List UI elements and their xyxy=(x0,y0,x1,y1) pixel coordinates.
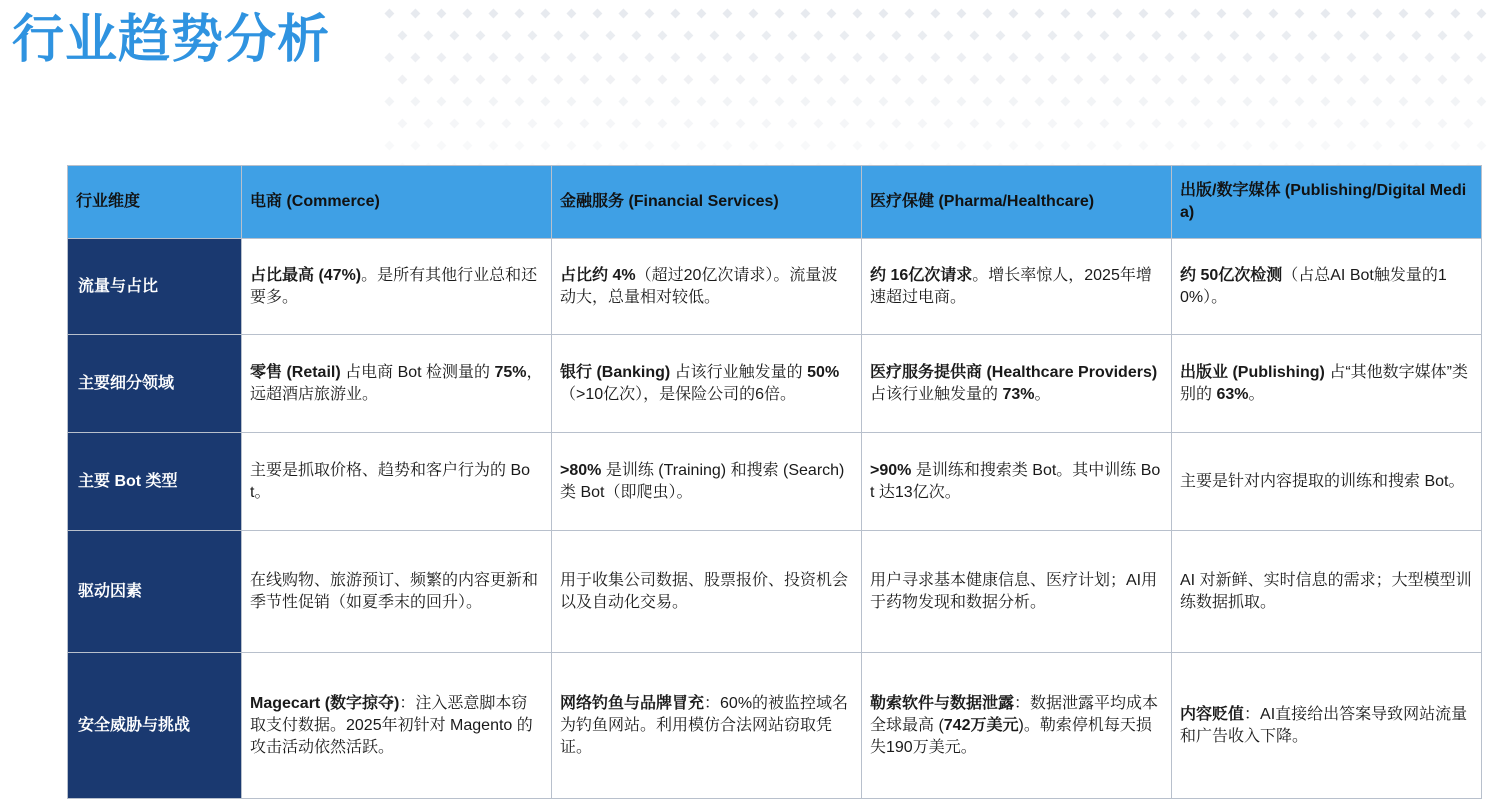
cell-text: 是训练和搜索类 Bot。其中训练 Bot 达13亿次。 xyxy=(870,461,1161,501)
cell-highlight: 内容贬值 xyxy=(1180,705,1245,723)
cell-financial-services xyxy=(552,653,862,799)
cell-highlight: 勒索软件与数据泄露 xyxy=(870,694,1015,712)
cell-publishing xyxy=(1172,335,1482,433)
cell-highlight: 63% xyxy=(1216,385,1249,403)
table-header-row xyxy=(68,166,1482,239)
cell-highlight: 银行 (Banking) xyxy=(560,363,671,381)
cell-text: 。 xyxy=(1034,385,1051,403)
cell-highlight: 占比最高 (47%) xyxy=(250,266,362,284)
column-header-dimension: 行业维度 xyxy=(68,166,242,239)
cell-highlight: 742万美元 xyxy=(943,716,1019,734)
row-label: 驱动因素 xyxy=(68,531,242,653)
cell-text: 在线购物、旅游预订、频繁的内容更新和季节性促销（如夏季末的回升）。 xyxy=(250,571,539,611)
cell-text: 。是所有其他行业总和还要多。 xyxy=(250,266,538,306)
cell-commerce xyxy=(242,653,552,799)
cell-healthcare xyxy=(862,335,1172,433)
cell-commerce xyxy=(242,433,552,531)
cell-commerce xyxy=(242,531,552,653)
column-header-commerce: 电商 (Commerce) xyxy=(242,166,552,239)
cell-text: ：60%的被监控域名为钓鱼网站。利用模仿合法网站窃取凭证。 xyxy=(560,694,849,756)
column-header-financial-services: 金融服务 (Financial Services) xyxy=(552,166,862,239)
cell-healthcare xyxy=(862,433,1172,531)
cell-highlight: 75% xyxy=(494,363,527,381)
cell-text: 是训练 (Training) 和搜索 (Search) 类 Bot（即爬虫）。 xyxy=(560,461,845,501)
cell-highlight: 50% xyxy=(807,363,840,381)
cell-highlight: 医疗服务提供商 (Healthcare Providers) xyxy=(870,363,1158,381)
cell-text: 用户寻求基本健康信息、医疗计划；AI用于药物发现和数据分析。 xyxy=(870,571,1158,611)
cell-healthcare xyxy=(862,653,1172,799)
cell-healthcare xyxy=(862,239,1172,335)
cell-publishing xyxy=(1172,653,1482,799)
cell-text: 主要是针对内容提取的训练和搜索 Bot。 xyxy=(1180,472,1465,490)
cell-highlight: 网络钓鱼与品牌冒充 xyxy=(560,694,705,712)
table-row xyxy=(68,531,1482,653)
cell-text: AI 对新鲜、实时信息的需求；大型模型训练数据抓取。 xyxy=(1180,571,1472,611)
cell-highlight: 73% xyxy=(1002,385,1035,403)
cell-text: 占该行业触发量的 xyxy=(670,363,808,381)
cell-text: （>10亿次），是保险公司的6倍。 xyxy=(560,385,797,403)
cell-publishing xyxy=(1172,239,1482,335)
cell-text: 主要是抓取价格、趋势和客户行为的 Bot。 xyxy=(250,461,531,501)
cell-publishing xyxy=(1172,531,1482,653)
table-row xyxy=(68,239,1482,335)
industry-trend-table xyxy=(67,165,1482,799)
cell-financial-services xyxy=(552,239,862,335)
cell-text: （超过20亿次请求）。流量波动大，总量相对较低。 xyxy=(560,266,838,306)
cell-commerce xyxy=(242,335,552,433)
table-row xyxy=(68,653,1482,799)
page-title: 行业趋势分析 xyxy=(12,10,331,70)
row-label: 安全威胁与挑战 xyxy=(68,653,242,799)
cell-highlight: 出版业 (Publishing) xyxy=(1180,363,1325,381)
cell-text: ：AI直接给出答案导致网站流量和广告收入下降。 xyxy=(1180,705,1468,745)
cell-text: 。增长率惊人，2025年增速超过电商。 xyxy=(870,266,1152,306)
cell-text: )。勒索停机每天损失190万美元。 xyxy=(870,716,1152,756)
cell-text: 用于收集公司数据、股票报价、投资机会以及自动化交易。 xyxy=(560,571,849,611)
row-label: 流量与占比 xyxy=(68,239,242,335)
cell-healthcare xyxy=(862,531,1172,653)
cell-financial-services xyxy=(552,531,862,653)
cell-highlight: 占比约 4% xyxy=(560,266,636,284)
table-row xyxy=(68,433,1482,531)
cell-highlight: >90% xyxy=(870,461,912,479)
cell-text: ：数据泄露平均成本全球最高 ( xyxy=(870,694,1159,734)
cell-publishing xyxy=(1172,433,1482,531)
cell-financial-services xyxy=(552,433,862,531)
cell-highlight: 零售 (Retail) xyxy=(250,363,341,381)
column-header-publishing: 出版/数字媒体 (Publishing/Digital Media) xyxy=(1172,166,1482,239)
cell-text: （占总AI Bot触发量的10%）。 xyxy=(1180,266,1447,306)
cell-text: 占“其他数字媒体”类别的 xyxy=(1180,363,1468,403)
cell-text: ，远超酒店旅游业。 xyxy=(250,363,543,403)
cell-commerce xyxy=(242,239,552,335)
cell-highlight: >80% xyxy=(560,461,602,479)
row-label: 主要 Bot 类型 xyxy=(68,433,242,531)
cell-text: ：注入恶意脚本窃取支付数据。2025年初针对 Magento 的攻击活动依然活跃。 xyxy=(250,694,533,756)
cell-text: 占电商 Bot 检测量的 xyxy=(340,363,495,381)
cell-text: 占该行业触发量的 xyxy=(870,385,1003,403)
row-label: 主要细分领域 xyxy=(68,335,242,433)
cell-text: 。 xyxy=(1248,385,1265,403)
cell-highlight: 约 50亿次检测 xyxy=(1180,266,1283,284)
cell-highlight: Magecart (数字掠夺) xyxy=(250,694,400,712)
column-header-healthcare: 医疗保健 (Pharma/Healthcare) xyxy=(862,166,1172,239)
cell-financial-services xyxy=(552,335,862,433)
cell-highlight: 约 16亿次请求 xyxy=(870,266,973,284)
table-row xyxy=(68,335,1482,433)
